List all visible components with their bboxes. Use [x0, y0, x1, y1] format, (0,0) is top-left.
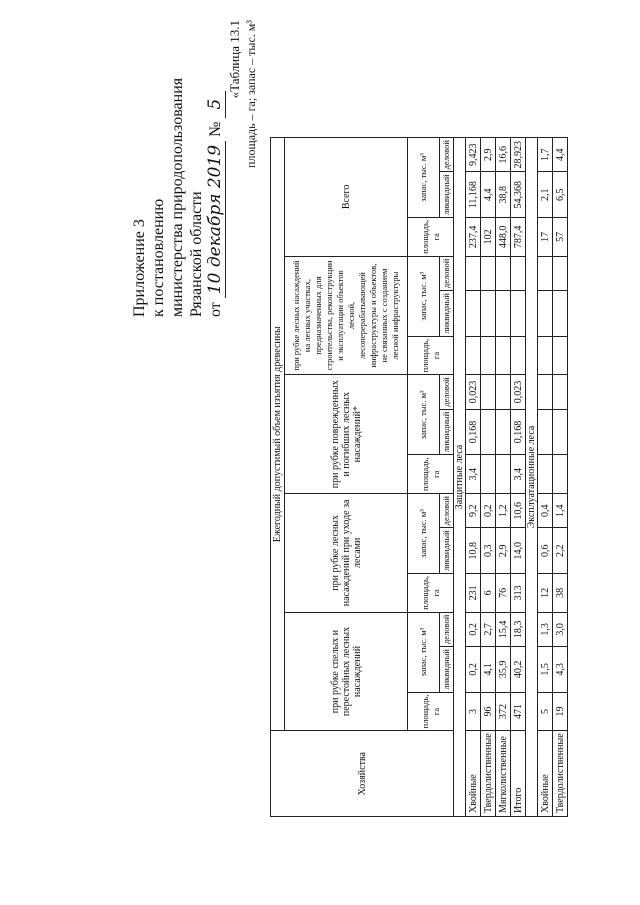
sub-business: деловой: [440, 375, 454, 409]
table-cell: 11,168: [466, 172, 481, 218]
table-cell: 0,4: [538, 494, 553, 528]
table-cell: 40,2: [511, 647, 526, 693]
header-line-1: Приложение 3: [131, 219, 148, 317]
sub-business: деловой: [440, 256, 454, 290]
sub-area: площадь, га: [408, 574, 454, 613]
table-name: «Таблица 13.1: [227, 20, 242, 99]
table-cell: 4,4: [481, 172, 496, 218]
table-cell: [496, 336, 511, 375]
table-cell: 38: [553, 574, 568, 613]
table-cell: 0,023: [466, 375, 481, 409]
section-protective: Защитные леса: [454, 138, 466, 817]
table-cell: 231: [466, 574, 481, 613]
header-line-5: [206, 17, 225, 317]
table-cell: [553, 291, 568, 337]
table-cell: [496, 291, 511, 337]
group-mature: при рубке спелых и перестойных лесных насаждений: [285, 612, 408, 731]
table-cell: 16,6: [496, 138, 511, 172]
sub-liquid: ликвидный: [440, 172, 454, 218]
table-cell: [538, 455, 553, 494]
table-cell: 0,168: [466, 409, 481, 455]
table-cell: 102: [481, 218, 496, 257]
table-cell: [538, 375, 553, 409]
sub-area: площадь, га: [408, 692, 454, 731]
table-cell: 3,0: [553, 612, 568, 646]
table-cell: 3,4: [466, 455, 481, 494]
header-farm: Хозяйства: [271, 731, 454, 817]
table-cell: 38,8: [496, 172, 511, 218]
approval-header: [130, 17, 225, 317]
table-cell: 2,9: [496, 528, 511, 574]
table-cell: 28,923: [511, 138, 526, 172]
sub-liquid: ликвидный: [440, 291, 454, 337]
table-cell: [538, 336, 553, 375]
table-row: [481, 138, 496, 817]
sub-area: площадь, га: [408, 218, 454, 257]
table-cell: 6: [481, 574, 496, 613]
table-cell: 0,2: [466, 612, 481, 646]
table-cell: [481, 409, 496, 455]
table-cell: 0,168: [511, 409, 526, 455]
table-cell: 4,3: [553, 647, 568, 693]
table-cell: 5: [538, 692, 553, 731]
header-line-4: Рязанской области: [188, 191, 205, 317]
table-cell: 4,4: [553, 138, 568, 172]
row-label: Мягколиственные: [496, 731, 511, 817]
table-row: [553, 138, 568, 817]
table-cell: [511, 291, 526, 337]
table-cell: [481, 336, 496, 375]
table-cell: 2,7: [481, 612, 496, 646]
group-infrastructure: при рубке лесных насаждений на лесных участках, предназначенных для строительства, реконструкции и эксплуатации объектов лесной, лесоперерабатывающей инфраструктуры и объектов, не связанных с созданием лесной инфраструктуры: [285, 256, 408, 375]
table-cell: 0,023: [511, 375, 526, 409]
table-cell: 2,2: [553, 528, 568, 574]
sub-business: деловой: [440, 138, 454, 172]
group-damaged: при рубке поврежденных и погибших лесных насаждений*: [285, 375, 408, 494]
sub-liquid: ликвидный: [440, 647, 454, 693]
table-cell: [496, 409, 511, 455]
row-label: Твердолиственные: [481, 731, 496, 817]
table-cell: [496, 256, 511, 290]
table-cell: 237,4: [466, 218, 481, 257]
row-label: Хвойные: [538, 731, 553, 817]
handwritten-number: 5: [205, 91, 226, 118]
table-cell: 19: [553, 692, 568, 731]
row-label: Твердолиственные: [553, 731, 568, 817]
header-group: Ежегодный допустимый объем изъятия древесины: [271, 138, 285, 731]
section-exploitation: Эксплуатационные леса: [526, 138, 538, 817]
table-cell: 57: [553, 218, 568, 257]
table-cell: 17: [538, 218, 553, 257]
table-cell: 4,1: [481, 647, 496, 693]
harvest-volume-table: [270, 137, 568, 817]
table-cell: 6,5: [553, 172, 568, 218]
sub-liquid: ликвидный: [440, 409, 454, 455]
table-cell: 3: [466, 692, 481, 731]
table-cell: [538, 256, 553, 290]
sub-business: деловой: [440, 494, 454, 528]
table-row: [538, 138, 553, 817]
group-total: Всего: [285, 138, 408, 257]
table-cell: 471: [511, 692, 526, 731]
table-row: [466, 138, 481, 817]
header-date-prefix: от: [207, 302, 224, 317]
table-cell: 1,7: [538, 138, 553, 172]
table-cell: 448,0: [496, 218, 511, 257]
table-cell: [466, 256, 481, 290]
table-cell: 787,4: [511, 218, 526, 257]
exploitation-rows: [538, 138, 568, 817]
table-cell: 10,6: [511, 494, 526, 528]
header-line-2: к постановлению: [150, 198, 167, 317]
sub-area: площадь, га: [408, 336, 454, 375]
table-cell: 2,1: [538, 172, 553, 218]
table-cell: [553, 375, 568, 409]
table-cell: 54,368: [511, 172, 526, 218]
table-caption: [227, 20, 259, 168]
table-cell: 15,4: [496, 612, 511, 646]
table-row: [511, 138, 526, 817]
table-cell: 0,2: [481, 494, 496, 528]
table-cell: 9,2: [466, 494, 481, 528]
sub-stock: запас, тыс. м³: [408, 138, 440, 218]
table-cell: [481, 291, 496, 337]
table-cell: [538, 409, 553, 455]
table-cell: [511, 336, 526, 375]
handwritten-date: 10 декабря 2019: [205, 141, 226, 298]
sub-stock: запас, тыс. м³: [408, 494, 440, 574]
table-cell: [511, 256, 526, 290]
table-cell: 18,3: [511, 612, 526, 646]
table-cell: 14,0: [511, 528, 526, 574]
table-cell: [553, 455, 568, 494]
table-cell: 1,5: [538, 647, 553, 693]
group-care: при рубке лесных насаждений при уходе за лесами: [285, 494, 408, 613]
table-cell: 1,3: [538, 612, 553, 646]
table-cell: 0,6: [538, 528, 553, 574]
table-cell: [481, 375, 496, 409]
table-cell: 0,3: [481, 528, 496, 574]
header-line-3: министерства природопользования: [169, 77, 186, 317]
table-cell: 9,423: [466, 138, 481, 172]
table-cell: 96: [481, 692, 496, 731]
table-cell: 35,9: [496, 647, 511, 693]
sub-liquid: ликвидный: [440, 528, 454, 574]
table-cell: [538, 291, 553, 337]
table-cell: 1,2: [496, 494, 511, 528]
row-label: Хвойные: [466, 731, 481, 817]
table-cell: 372: [496, 692, 511, 731]
sub-stock: запас, тыс. м³: [408, 612, 440, 692]
table-cell: 2,9: [481, 138, 496, 172]
table-cell: [481, 455, 496, 494]
table-cell: [553, 256, 568, 290]
table-units: площадь – га; запас – тыс. м³: [244, 20, 258, 168]
sub-stock: запас, тыс. м³: [408, 256, 440, 336]
sub-stock: запас, тыс. м³: [408, 375, 440, 455]
table-cell: 12: [538, 574, 553, 613]
table-cell: [466, 336, 481, 375]
header-number-sign: №: [207, 121, 224, 137]
table-cell: 0,2: [466, 647, 481, 693]
table-cell: 1,4: [553, 494, 568, 528]
sub-business: деловой: [440, 612, 454, 646]
protective-rows: [466, 138, 526, 817]
table-cell: [466, 291, 481, 337]
table-cell: [481, 256, 496, 290]
table-cell: [553, 409, 568, 455]
table-cell: 313: [511, 574, 526, 613]
sub-area: площадь, га: [408, 455, 454, 494]
row-label: Итого: [511, 731, 526, 817]
table-cell: [496, 375, 511, 409]
table-cell: 10,8: [466, 528, 481, 574]
table-cell: 3,4: [511, 455, 526, 494]
table-cell: 76: [496, 574, 511, 613]
table-cell: [553, 336, 568, 375]
table-row: [496, 138, 511, 817]
table-cell: [496, 455, 511, 494]
